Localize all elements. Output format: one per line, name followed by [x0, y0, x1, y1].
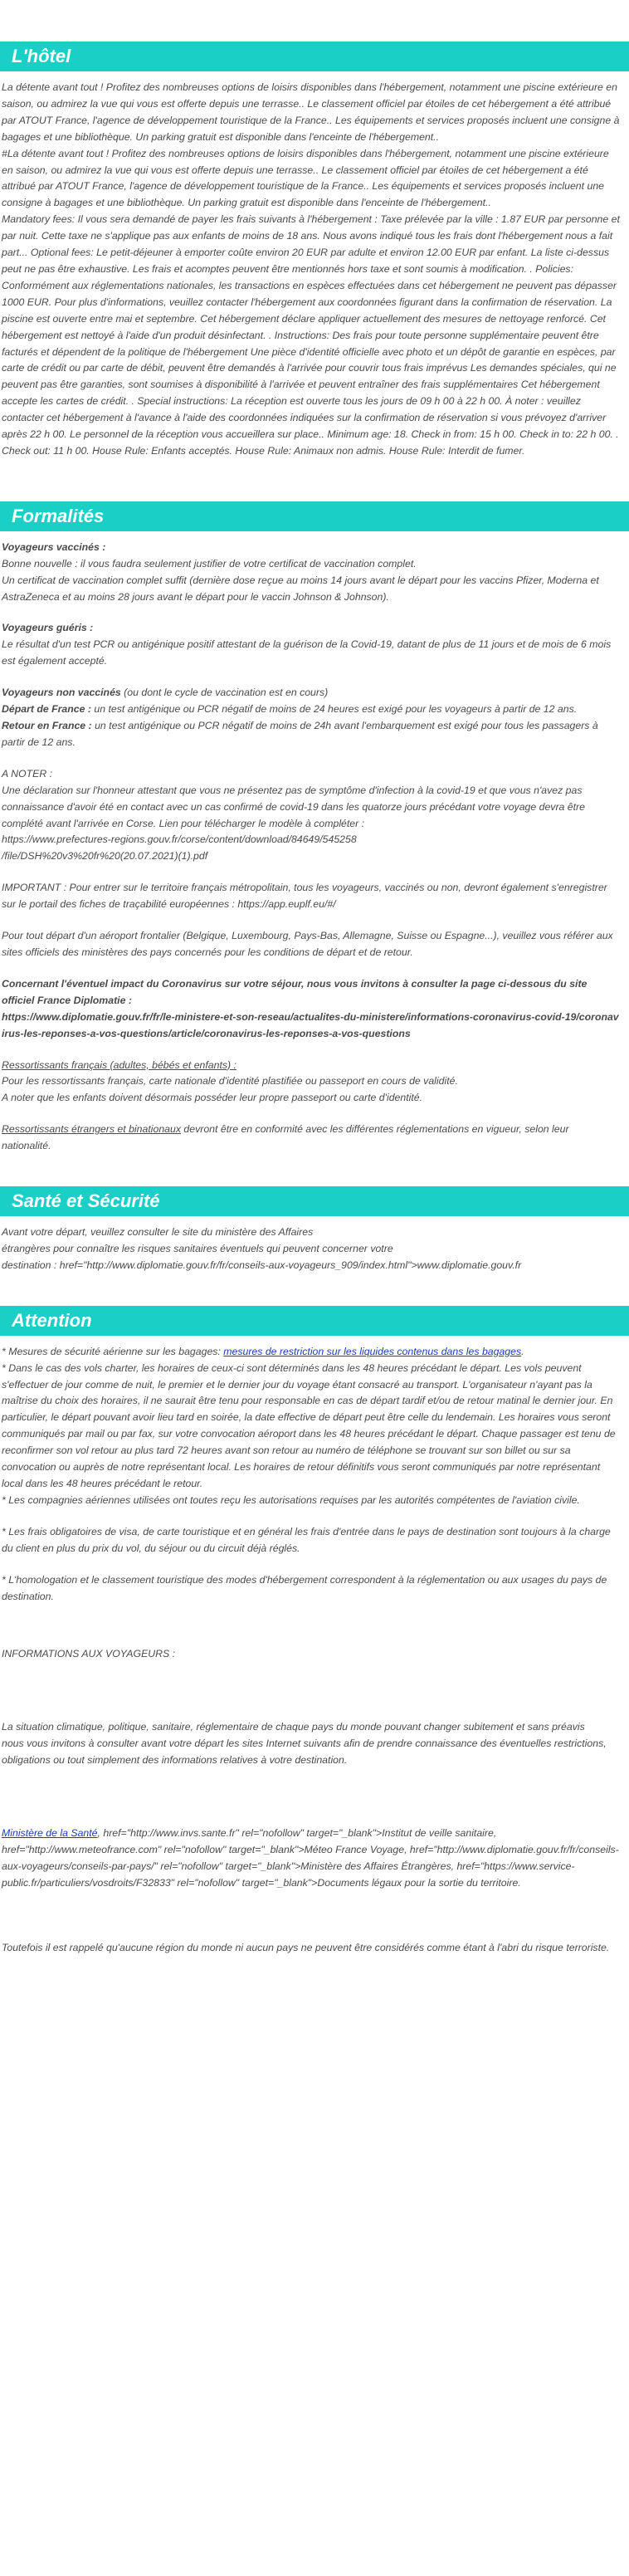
recovered-text: Le résultat d'un test PCR ou antigénique positif attestant de la guérison de la Covid-19, datant de plus de 11 jours et de mois de 6 mois est également accepté. — [2, 638, 612, 667]
unvaccinated-heading: Voyageurs non vaccinés — [2, 687, 121, 699]
vaccinated-heading: Voyageurs vaccinés : — [2, 540, 106, 553]
recovered-heading: Voyageurs guéris : — [2, 622, 94, 634]
unvaccinated-heading-line — [2, 685, 621, 701]
sante-line2: étrangères pour connaître les risques sanitaires éventuels qui peuvent concerner votre — [2, 1242, 393, 1254]
attention-content — [0, 1336, 629, 1957]
homologation-text: * L'homologation et le classement touristique des modes d'hébergement correspondent à la réglementation ou aux usages du pays de destination. — [2, 1573, 607, 1602]
note-url-line2[interactable]: /file/DSH%20v3%20fr%20(20.07.2021)(1).pdf — [2, 850, 208, 863]
departure-line — [2, 701, 621, 718]
foreign-nationals-heading: Ressortissants étrangers et binationaux — [2, 1123, 181, 1136]
attention-section — [0, 1306, 629, 1957]
return-text: un test antigénique ou PCR négatif de moins de 24h avant l'embarquement est exigé pour tous les passagers à partir de 12 ans. — [2, 720, 598, 748]
departure-label: Départ de France : — [2, 703, 91, 716]
french-nationals-line1: Pour les ressortissants français, carte nationale d'identité plastifiée ou passeport en cours de validité. — [2, 1075, 458, 1088]
visa-fees-text: * Les frais obligatoires de visa, de carte touristique et en général les frais d'entrée dans le pays de destination sont toujours à la charge du client en plus du prix du vol, du séjour ou du circuit déjà réglés. — [2, 1525, 611, 1554]
coronavirus-impact-text: Concernant l'éventuel impact du Coronavirus sur votre séjour, nous vous invitons à consulter la page ci-dessous du site officiel France Diplomatie : — [2, 977, 588, 1006]
attention-title: Attention — [0, 1306, 629, 1336]
sante-section — [0, 1186, 629, 1274]
hotel-description-duplicate: #La détente avant tout ! Profitez des nombreuses options de loisirs disponibles dans l'hébergement, notamment une piscine extérieure en saison, ou admirez la vue qui vous est offerte depuis une terrasse.. Le classement officiel par étoiles de cet hébergement a été attribué par ATOUT France, l'agence de développement touristique de la France.. Les équipements et services proposés incluent une consigne à bagages et une bibliothèque. Un parking gratuit est disponible dans l'enceinte de l'hébergement.. — [2, 147, 609, 209]
climate-line2: nous vous invitons à consulter avant votre départ les sites Internet suivants afin de prendre connaissance des éventuelles restrictions, obligations ou tout simplement des informations relatives à votre destination. — [2, 1738, 607, 1767]
terrorism-text: Toutefois il est rappelé qu'aucune région du monde ni aucun pays ne peuvent être considérés comme étant à l'abri du risque terroriste. — [2, 1941, 610, 1953]
french-nationals-line2: A noter que les enfants doivent désormais posséder leur propre passeport ou carte d'identité. — [2, 1092, 423, 1104]
important-text: IMPORTANT : Pour entrer sur le territoire français métropolitain, tous les voyageurs, vaccinés ou non, devront également s'enregistrer sur le portail des fiches de traçabilité européennes : https://app.euplf.eu/#/ — [2, 882, 607, 911]
departure-text: un test antigénique ou PCR négatif de moins de 24 heures est exigé pour les voyageurs à partir de 12 ans. — [90, 703, 578, 716]
liquids-restriction-link[interactable]: mesures de restriction sur les liquides contenus dans les bagages — [223, 1345, 522, 1357]
return-line — [2, 718, 621, 751]
border-airports-text: Pour tout départ d'un aéroport frontalier (Belgique, Luxembourg, Pays-Bas, Allemagne, Suisse ou Espagne...), veuillez vous référer aux sites officiels des ministères des pays concernés pour les conditions de départ et de retour. — [2, 930, 613, 958]
french-nationals-heading: Ressortissants français (adultes, bébés et enfants) : — [2, 1058, 236, 1071]
foreign-nationals-text: devront être en conformité avec les différentes réglementations en vigueur, selon leur nationalité. — [2, 1123, 569, 1152]
diplomatie-link[interactable]: https://www.diplomatie.gouv.fr/fr/le-ministere-et-son-reseau/actualites-du-ministere/informations-coronavirus-covid-19/coronavirus-les-reponses-a-vos-questions/article/coronavirus-les-reponses-a-vos-questions — [2, 1010, 619, 1039]
baggage-security-suffix: . — [521, 1345, 524, 1357]
climate-line1: La situation climatique, politique, sanitaire, réglementaire de chaque pays du monde pouvant changer subitement et sans préavis — [2, 1721, 585, 1733]
hotel-title: L'hôtel — [0, 42, 629, 71]
useful-links-text: , href="http://www.invs.sante.fr" rel="nofollow" target="_blank">Institut de veille sanitaire, href="http://www.meteofrance.com" rel="nofollow" target="_blank">Méteo France Voyage, href="http://www.diplomatie.gouv.fr/fr/conseils-aux-voyageurs/conseils-par-pays/" rel="nofollow" target="_blank">Ministère des Affaires Étrangères, href="https://www.service-public.fr/particuliers/vosdroits/F32833" rel="nofollow" target="_blank">Documents légaux pour la sortie du territoire. — [2, 1827, 619, 1889]
hotel-section — [0, 42, 629, 460]
airlines-text: * Les compagnies aériennes utilisées ont toutes reçu les autorisations requises par les autorités compétentes de l'aviation civile. — [2, 1493, 580, 1506]
return-label: Retour en France : — [2, 720, 92, 731]
foreign-nationals-line — [2, 1122, 621, 1155]
useful-links-line — [2, 1826, 621, 1892]
note-heading: A NOTER : — [2, 767, 53, 780]
formalites-content — [0, 531, 629, 1155]
sante-title: Santé et Sécurité — [0, 1186, 629, 1216]
vaccinated-line2: Un certificat de vaccination complet suffit (dernière dose reçue au moins 14 jours avant le départ pour les vaccins Pfizer, Moderna et AstraZeneca et au moins 28 jours avant le départ pour le vaccin Johnson & Johnson). — [2, 574, 599, 603]
travelers-info-heading: INFORMATIONS AUX VOYAGEURS : — [2, 1648, 176, 1660]
hotel-fees-policies: Mandatory fees: Il vous sera demandé de payer les frais suivants à l'hébergement : Taxe prélevée par la ville : 1.87 EUR par personne et par nuit. Cette taxe ne s'applique pas aux enfants de moins de 18 ans. Nous avons indiqué tous les frais dont l'hébergement nous a fait part... Optional fees: Le petit-déjeuner à emporter coûte environ 20 EUR par adulte et environ 12.00 EUR par enfant. La liste ci-dessus peut ne pas être exhaustive. Les frais et acomptes peuvent être mentionnés hors taxe et sont soumis à modification. . Policies: Conformément aux réglementations nationales, les transactions en espèces effectuées dans cet hébergement ne peuvent pas dépasser 1000 EUR. Pour plus d'informations, veuillez contacter l'hébergement aux coordonnées figurant dans la confirmation de réservation. La piscine est ouverte entre mai et septembre. Cet hébergement déclare appliquer actuellement des mesures de nettoyage renforcé. Cet hébergement est nettoyé à l'aide d'un produit désinfectant. . Instructions: Des frais pour toute personne supplémentaire peuvent être facturés et dépendent de la politique de l'hébergement Une pièce d'identité officielle avec photo et un dépôt de garantie en espèces, par carte de crédit ou par carte de débit, peuvent être demandés à l'arrivée pour couvrir tous frais imprévus Les demandes spéciales, qui ne peuvent pas être garanties, sont soumises à disponibilité à l'arrivée et peuvent entraîner des frais supplémentaires Cet hébergement accepte les cartes de crédit. . Special instructions: La réception est ouverte tous les jours de 09 h 00 à 22 h 00. À noter : veuillez contacter cet hébergement à l'avance à l'aide des coordonnées indiquées sur la confirmation de réservation si vous prévoyez d'arriver après 22 h 00. Le personnel de la réception vous accueillera sur place.. Minimum age: 18. Check in from: 15 h 00. Check in to: 22 h 00. . Check out: 11 h 00. House Rule: Enfants acceptés. House Rule: Animaux non admis. House Rule: Interdit de fumer. — [2, 213, 620, 457]
sante-line3: destination : href="http://www.diplomatie.gouv.fr/fr/conseils-aux-voyageurs_909/index.html">www.diplomatie.gouv.fr — [2, 1259, 522, 1271]
ministere-sante-link[interactable]: Ministère de la Santé — [2, 1827, 98, 1840]
sante-content — [0, 1216, 629, 1274]
baggage-security-line — [2, 1344, 621, 1361]
hotel-content — [0, 71, 629, 460]
charter-schedule-text: * Dans le cas des vols charter, les horaires de ceux-ci sont déterminés dans les 48 heures précédant le départ. Les vols peuvent s'effectuer de jour comme de nuit, le premier et le dernier jour du voyage étant consacré au transport. L'organisateur n'ayant pas la maîtrise du choix des horaires, il ne saurait être tenu pour responsable en cas de départ tardif et/ou de retour matinal le dernier jour. En particulier, le départ pouvant avoir lieu tard en soirée, la date effective de départ peut être celle du lendemain. Les horaires vous seront communiqués par mail ou par fax, sur votre convocation aéroport dans les 48 heures précédant le départ. Chaque passager est tenu de reconfirmer son vol retour au plus tard 72 heures avant son retour au numéro de téléphone se trouvant sur son billet ou sur sa convocation ou auprès de notre représentant local. Les horaires de retour définitifs vous seront communiqués par notre représentant local dans les 48 heures précédant le retour. — [2, 1361, 616, 1489]
formalites-title: Formalités — [0, 501, 629, 531]
unvaccinated-note: (ou dont le cycle de vaccination est en cours) — [120, 687, 329, 699]
note-text: Une déclaration sur l'honneur attestant que vous ne présentez pas de symptôme d'infection à la covid-19 et que vous n'avez pas connaissance d'avoir été en contact avec un cas confirmé de covid-19 dans les quatorze jours précédant votre voyage devra être complété avant l'arrivée en Corse. Lien pour télécharger le modèle à compléter : — [2, 784, 585, 829]
sante-line1: Avant votre départ, veuillez consulter le site du ministère des Affaires — [2, 1226, 314, 1239]
hotel-description: La détente avant tout ! Profitez des nombreuses options de loisirs disponibles dans l'hébergement, notamment une piscine extérieure en saison, ou admirez la vue qui vous est offerte depuis une terrasse.. Le classement officiel par étoiles de cet hébergement a été attribué par ATOUT France, l'agence de développement touristique de la France.. Les équipements et services proposés incluent une consigne à bagages et une bibliothèque. Un parking gratuit est disponible dans l'enceinte de l'hébergement.. — [2, 81, 620, 143]
vaccinated-line1: Bonne nouvelle : il vous faudra seulement justifier de votre certificat de vaccination complet. — [2, 557, 417, 569]
baggage-security-prefix: * Mesures de sécurité aérienne sur les bagages: — [2, 1345, 224, 1357]
note-url-line1[interactable]: https://www.prefectures-regions.gouv.fr/corse/content/download/84649/545258 — [2, 833, 357, 846]
formalites-section — [0, 501, 629, 1155]
